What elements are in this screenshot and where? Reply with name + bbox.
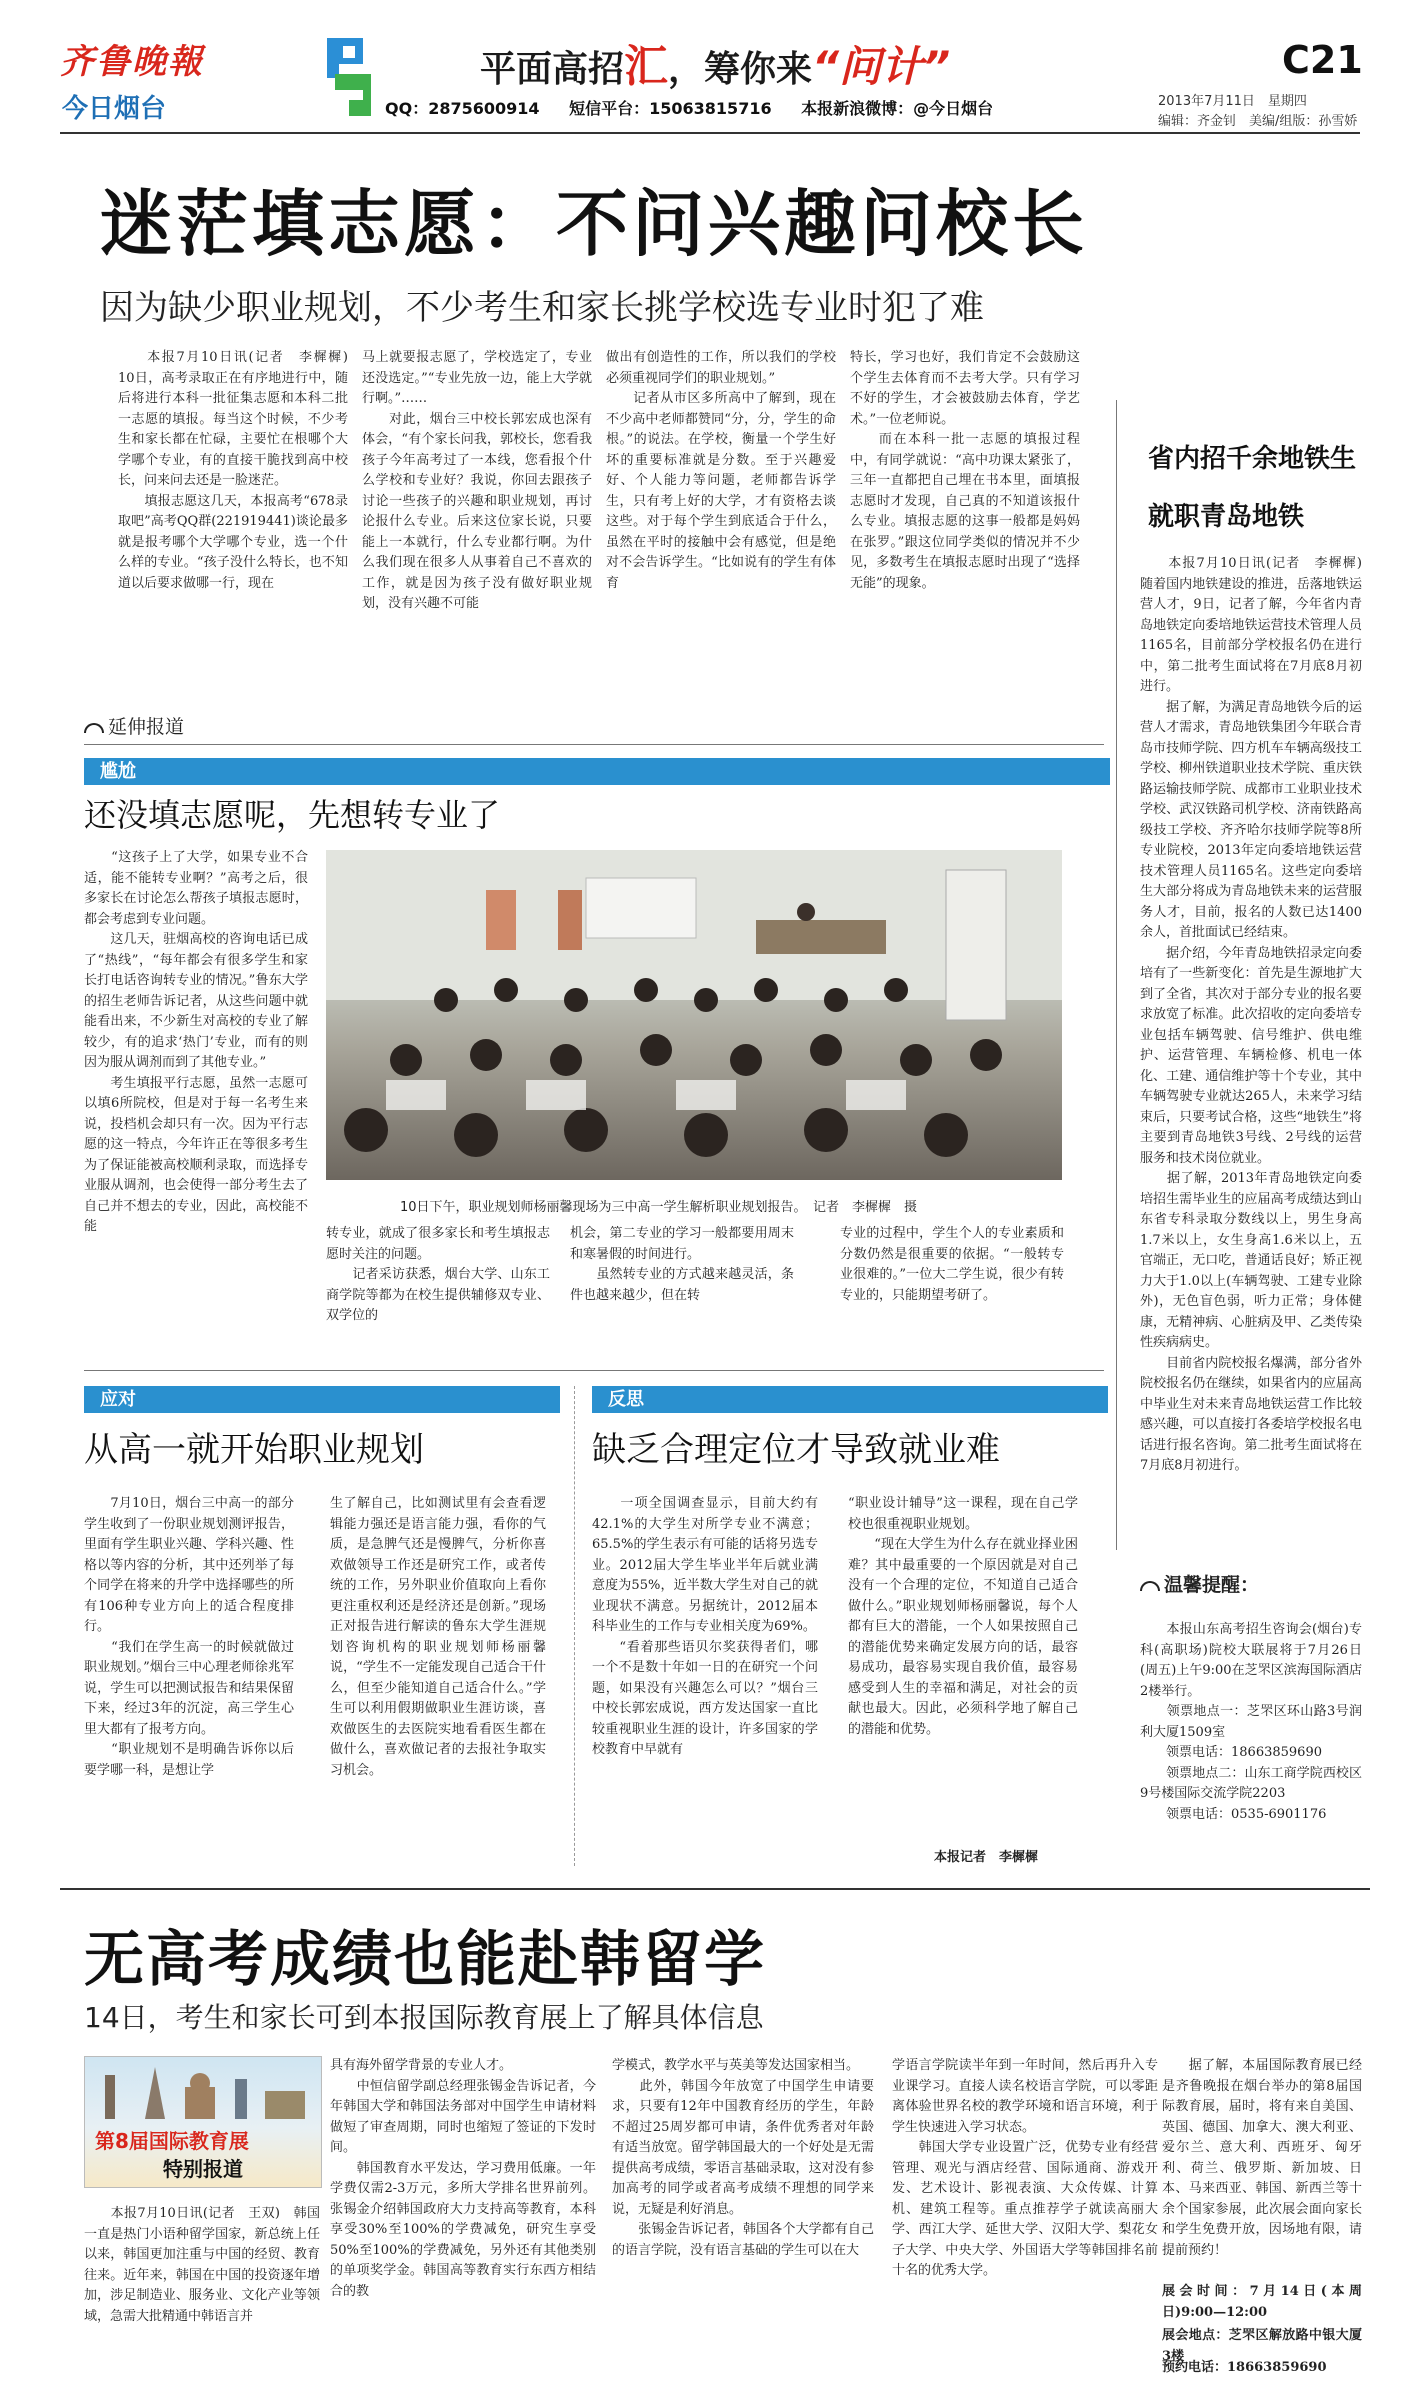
continuation-label (84, 712, 184, 739)
bottom-headline: 无高考成绩也能赴韩留学 (84, 1925, 766, 1995)
expo-place: 展会地点：芝罘区解放路中银大厦3楼 (1162, 2328, 1362, 2364)
story-4-byline: 本报记者 李樨樨 (934, 1850, 1039, 1865)
notice-text: 本报山东高考招生咨询会(烟台)专科(高职场)院校大联展将于7月26日(周五)上午9:00在芝罘区滨海国际酒店2楼举行。 领票地点一：芝罘区环山路3号润利大厦1509室 领票电话：18663859690 领票地点二：山东工商学院西校区9号楼国际交流学院2203 领票电话：0535-6901176 (1140, 1622, 1362, 1822)
bottom-col-5: 据了解，本届国际教育展已经是齐鲁晚报在烟台举办的第8届国际教育展，届时，将有来自美国、英国、德国、加拿大、澳大利亚、爱尔兰、意大利、西班牙、匈牙利、荷兰、俄罗斯、新加坡、日本、马来西亚、韩国、新西兰等十余个国家参展，此次展会面向家长和学生免费开放，因场地有限，请提前预约！ (1162, 2058, 1362, 2258)
tag-reflection: 反思 (592, 1386, 1108, 1413)
issue-date: 2013年7月11日 星期四 (1158, 94, 1307, 109)
expo-badge-line-1: 第8届国际教育展 (95, 2129, 249, 2153)
notice-title (1140, 1570, 1259, 1597)
half-circle-icon (84, 723, 104, 733)
expo-time: 展会时间：7月14日(本周日)9:00—12:00 (1162, 2284, 1362, 2320)
story-3-col-2: 生了解自己，比如测试里有会查看逻辑能力强还是语言能力强，看你的气质，是急脾气还是慢脾气，分析你喜欢做领导工作还是研究工作，或者传统的工作，另外职业价值取向上看你更注重权利还是经济还是创新。”现场正对报告进行解读的鲁东大学生涯规划咨询机构的职业规划师杨丽馨说，“学生不一定能发现自己适合干什么，但至少能知道自己适合什么。”学生可以利用假期做职业生涯访谈，喜欢做医生的去医院实地看看医生都在做什么，喜欢做记者的去报社争取实习机会。 (330, 1496, 546, 1778)
story-2-headline: 还没填志愿呢，先想转专业了 (84, 796, 501, 834)
banner-logo-icon (323, 34, 375, 120)
sidebar-story: 本报7月10日讯(记者 李樨樨) 随着国内地铁建设的推进，岳落地铁运营人才，9日，记者了解，今年省内青岛地铁定向委培地铁运营技术管理人员1165名，目前部分学校报名仍在进行中，第二批考生面试将在7月底8月初进行。 据了解，为满足青岛地铁今后的运营人才需求，青岛地铁集团今年联合青岛市技师学院、四方机车车辆高级技工学校、柳州铁道职业技术学院、重庆铁路运输技师学院、成都市工业职业技术学校、武汉铁路司机学校、济南铁路高级技工学校、齐齐哈尔技师学院等8所专业院校，2013年定向委培地铁运营技术管理人员1165名。这些定向委培生大部分将成为青岛地铁未来的运营服务人才，目前，报名的人数已达1400余人，首批面试已经结束。 据介绍，今年青岛地铁招录定向委培有了一些新变化：首先是生源地扩大到了全省，其次对于部分专业的报名要求放宽了标准。此次招收的定向委培专业包括车辆驾驶、信号维护、供电维护、运营管理、车辆检修、机电一体化、工建、通信维护等十个专业，其中车辆驾驶专业就达265人，未来学习结束后，只要考试合格，这些“地铁生”将主要到青岛地铁3号线、2号线的运营服务和技术岗位就业。 据了解，2013年青岛地铁定向委培招生需毕业生的应届高考成绩达到山东省专科录取分数线以上，男生身高1.7米以上，女生身高1.6米以上，五官端正，无口吃，普通话良好；矫正视力大于1.0以上(车辆驾驶、工建专业除外)，无色盲色弱，听力正常；身体健康，无精神病、心脏病及甲、乙类传染性疾病病史。 目前省内院校报名爆满，部分省外院校报名仍在继续，如果省内的应届高中毕业生对未来青岛地铁运营工作比较感兴趣，可以直接打各委培学校报名电话进行报名咨询。第二批考生面试将在7月底8月初进行。 (1140, 556, 1362, 1473)
banner-contacts (385, 96, 993, 119)
tag-embarrassment: 尴尬 (84, 758, 1110, 785)
section-rule-3 (84, 1370, 1104, 1371)
slogan-quote: “问计” (812, 42, 951, 91)
story-3-col-1: 7月10日，烟台三中高一的部分学生收到了一份职业规划测评报告，里面有学生职业兴趣、学科兴趣、性格以等内容的分析，其中还列举了每个同学在将来的升学中选择哪些的所有106种专业方向上的适合程度排行。 “我们在学生高一的时候就做过职业规划。”烟台三中心理老师徐兆军说，学生可以把测试报告和结果保留下来，经过3年的沉淀，高三学生心里大都有了报考方向。 “职业规划不是明确告诉你以后要学哪一科，是想让学 (84, 1496, 294, 1778)
bottom-col-2: 具有海外留学背景的专业人才。 中恒信留学副总经理张锡金告诉记者，今年韩国大学和韩国法务部对中国学生申请材料做短了审查周期，同时也缩短了签证的下发时间。 韩国教育水平发达，学习费用低廉。一年学费仅需2-3万元，多所大学排名世界前列。张锡金介绍韩国政府大力支持高等教育，本科享受30%至100%的学费减免，研究生享受50%至100%的学费减免，另外还有其他类别的单项奖学金。韩国高等教育实行东西方相结合的教 (330, 2058, 596, 2299)
tag-response: 应对 (84, 1386, 560, 1413)
main-story-col-3: 做出有创造性的工作，所以我们的学校必须重视同学们的职业规划。” 记者从市区多所高中了解到，现在不少高中老师都赞同“分，分，学生的命根。”的说法。在学校，衡量一个学生好坏的重要标准就是分数。至于兴趣爱好、个人能力等问题，老师都告诉学生，只有考上好的大学，才有资格去谈这些。对于每个学生到底适合于什么，虽然在平时的接触中会有感觉，但是绝对不会告诉学生。“比如说有的学生有体育 (606, 350, 836, 591)
qq-number: QQ：2875600914 (385, 99, 540, 118)
newspaper-logo: 齐鲁晚報 (60, 42, 204, 82)
story-4-col-2: “职业设计辅导”这一课程，现在自己学校也很重视职业规划。 “现在大学生为什么存在就业择业困难？其中最重要的一个原因就是对自己没有一个合理的定位，不知道自己适合做什么。”职业规划师杨丽馨说，每个人都有巨大的潜能，一个人如果按照自己的潜能优势来确定发展方向的话，最容易成功，最容易实现自我价值，最容易感受到人生的幸福和满足，对社会的贡献也最大。因此，必须科学地了解自己的潜能和优势。 (848, 1496, 1078, 1737)
banner-slogan (480, 30, 950, 94)
sidebar-headline-1: 省内招千余地铁生 (1148, 444, 1357, 474)
story-divider (574, 1386, 575, 1866)
bottom-subhead: 14日，考生和家长可到本报国际教育展上了解具体信息 (84, 2001, 764, 2034)
half-circle-icon-2 (1140, 1581, 1160, 1591)
editor-credits: 编辑：齐金钊 美编/组版：孙雪娇 (1158, 114, 1358, 129)
main-subhead: 因为缺少职业规划，不少考生和家长挑学校选专业时犯了难 (100, 288, 984, 328)
main-story-col-4: 特长，学习也好，我们肯定不会鼓励这个学生去体育而不去考大学。只有学习不好的学生，才会被鼓励去体育，学艺术。”一位老师说。 而在本科一批一志愿的填报过程中，有同学就说：“高中功课太紧张了，三年一直都把自己埋在书本里，面填报志愿时才发现，自己真的不知道该报什么专业。填报志愿的这事一般都是妈妈在张罗。”跟这位同学类似的情况并不少见，多数考生在填报志愿时出现了“选择无能”的现象。 (850, 350, 1080, 591)
story-4-headline: 缺乏合理定位才导致就业难 (592, 1430, 1000, 1470)
continuation-text: 延伸报道 (108, 716, 185, 738)
main-story-col-1: 本报7月10日讯(记者 李樨樨) 10日，高考录取正在有序地进行中，随后将进行本科一批征集志愿和本科二批一志愿的填报。每当这个时候，不少考生和家长都在忙碌，主要忙在根哪个大学哪个专业，有的直接干脆找到高中校长，问来问去还是一脸迷茫。 填报志愿这几天，本报高考“678录取吧”高考QQ群(221919441)谈论最多就是报考哪个大学哪个专业，选一个什么样的专业。“孩子没什么特长，也不知道以后要求做哪一行，现在 (118, 350, 348, 591)
bottom-col-3: 学模式，教学水平与英美等发达国家相当。 此外，韩国今年放宽了中国学生申请要求，只要有12年中国教育经历的学生，年龄不超过25周岁都可申请，条件优秀者对年龄有适当放宽。留学韩国最大的一个好处是无需提供高考成绩，零语言基础录取，这对没有参加高考的同学或者高考成绩不理想的同学来说，无疑是利好消息。 张锡金告诉记者，韩国各个大学都有自己的语言学院，没有语言基础的学生可以在大 (612, 2058, 874, 2258)
masthead (0, 0, 1417, 128)
story-2-col-2: 转专业，就成了很多家长和考生填报志愿时关注的问题。 记者采访获悉，烟台大学、山东工商学院等都为在校生提供辅修双专业、双学位的 (326, 1226, 550, 1323)
page-number: C21 (1282, 38, 1363, 82)
photo-caption: 10日下午，职业规划师杨丽馨现场为三中高一学生解析职业规划报告。 记者 李樨樨 摄 (400, 1200, 918, 1215)
masthead-rule (60, 132, 1360, 134)
main-story-col-2: 马上就要报志愿了，学校选定了，专业还没选定。”“专业先放一边，能上大学就行啊。”…… 对此，烟台三中校长郭宏成也深有体会，“有个家长问我，郭校长，您看我孩子今年高考过了一本线，您看报个什么学校和专业好？我说，你回去跟孩子讨论一些孩子的兴趣和职业规划，再讨论报什么专业。后来这位家长说，只要能上一本就行，什么专业都行啊。为什么我们现在很多人从事着自己不喜欢的工作，就是因为孩子没有做好职业规划，没有兴趣不可能 (362, 350, 592, 611)
story-3-headline: 从高一就开始职业规划 (84, 1430, 424, 1470)
sidebar-headline-2: 就职青岛地铁 (1148, 502, 1305, 532)
expo-badge (84, 2056, 322, 2188)
bottom-story-rule (60, 1888, 1370, 1890)
news-photo (326, 850, 1062, 1180)
bottom-col-4: 学语言学院读半年到一年时间，然后再升入专业课学习。直接人读名校语言学院，可以零距离体验世界名校的教学环境和语言环境，利于学生快速进入学习状态。 韩国大学专业设置广泛，优势专业有经营管理、观光与酒店经营、国际通商、游戏开发、艺术设计、影视表演、大众传媒、计算机、建筑工程等。重点推荐学子就读高丽大学、西江大学、延世大学、汉阳大学、梨花女子大学、中央大学、外国语大学等韩国排名前十名的优秀大学。 (892, 2058, 1158, 2278)
weibo-account: 本报新浪微博：@今日烟台 (801, 99, 994, 118)
slogan-hui: 汇 (624, 41, 669, 92)
notice-title-text: 温馨提醒： (1164, 1574, 1260, 1596)
main-headline: 迷茫填志愿：不问兴趣问校长 (100, 182, 1089, 266)
slogan-part-1: 平面高招 (480, 49, 625, 90)
slogan-part-2: ，筹你来 (668, 49, 813, 90)
story-2-col-1: “这孩子上了大学，如果专业不合适，能不能转专业啊？”高考之后，很多家长在讨论怎么帮孩子填报志愿时，都会考虑到专业问题。 这几天，驻烟高校的咨询电话已成了“热线”，“每年都会有很多学生和家长打电话咨询转专业的情况。”鲁东大学的招生老师告诉记者，从这些问题中就能看出来，不少新生对高校的专业了解较少，有的追求‘热门’专业，而有的则因为服从调剂而到了其他专业。” 考生填报平行志愿，虽然一志愿可以填6所院校，但是对于每一名考生来说，投档机会却只有一次。因为平行志愿的这一特点，今年许正在等很多考生为了保证能被高校顺利录取，而选择专业服从调剂，也会使得一部分考生去了自己并不想去的专业，因此，高校能不能 (84, 850, 308, 1234)
expo-phone: 预约电话：18663859690 (1162, 2360, 1327, 2375)
sidebar-divider (1116, 400, 1117, 1550)
expo-badge-line-2: 特别报道 (163, 2157, 243, 2181)
edition-name: 今日烟台 (62, 94, 167, 124)
story-2-col-4: 专业的过程中，学生个人的专业素质和分数仍然是很重要的依据。“一般转专业很难的。”一位大二学生说，很少有转专业的，只能期望考研了。 (840, 1226, 1064, 1303)
sms-platform: 短信平台：15063815716 (569, 99, 772, 118)
bottom-col-1: 本报7月10日讯(记者 王双) 韩国一直是热门小语种留学国家，新总统上任以来，韩国更加注重与中国的经贸、教育往来。近年来，韩国在中国的投资逐年增加，涉足制造业、服务业、文化产业等领域，急需大批精通中韩语言并 (84, 2206, 320, 2324)
story-2-col-3: 机会，第二专业的学习一般都要用周末和寒暑假的时间进行。 虽然转专业的方式越来越灵活，条件也越来越少，但在转 (570, 1226, 794, 1303)
section-rule-2 (84, 744, 1104, 745)
story-4-col-1: 一项全国调查显示，目前大约有42.1%的大学生对所学专业不满意；65.5%的学生表示有可能的话将另选专业。2012届大学生毕业半年后就业满意度为55%，近半数大学生对自己的就业现状不满意。另据统计，2012届本科毕业生的工作与专业相关度为69%。 “看着那些语贝尔奖获得者们，哪一个不是数十年如一日的在研究一个问题，如果没有兴趣怎么可以？”烟台三中校长郭宏成说，西方发达国家一直比较重视职业生涯的设计，许多国家的学校教育中早就有 (592, 1496, 818, 1757)
